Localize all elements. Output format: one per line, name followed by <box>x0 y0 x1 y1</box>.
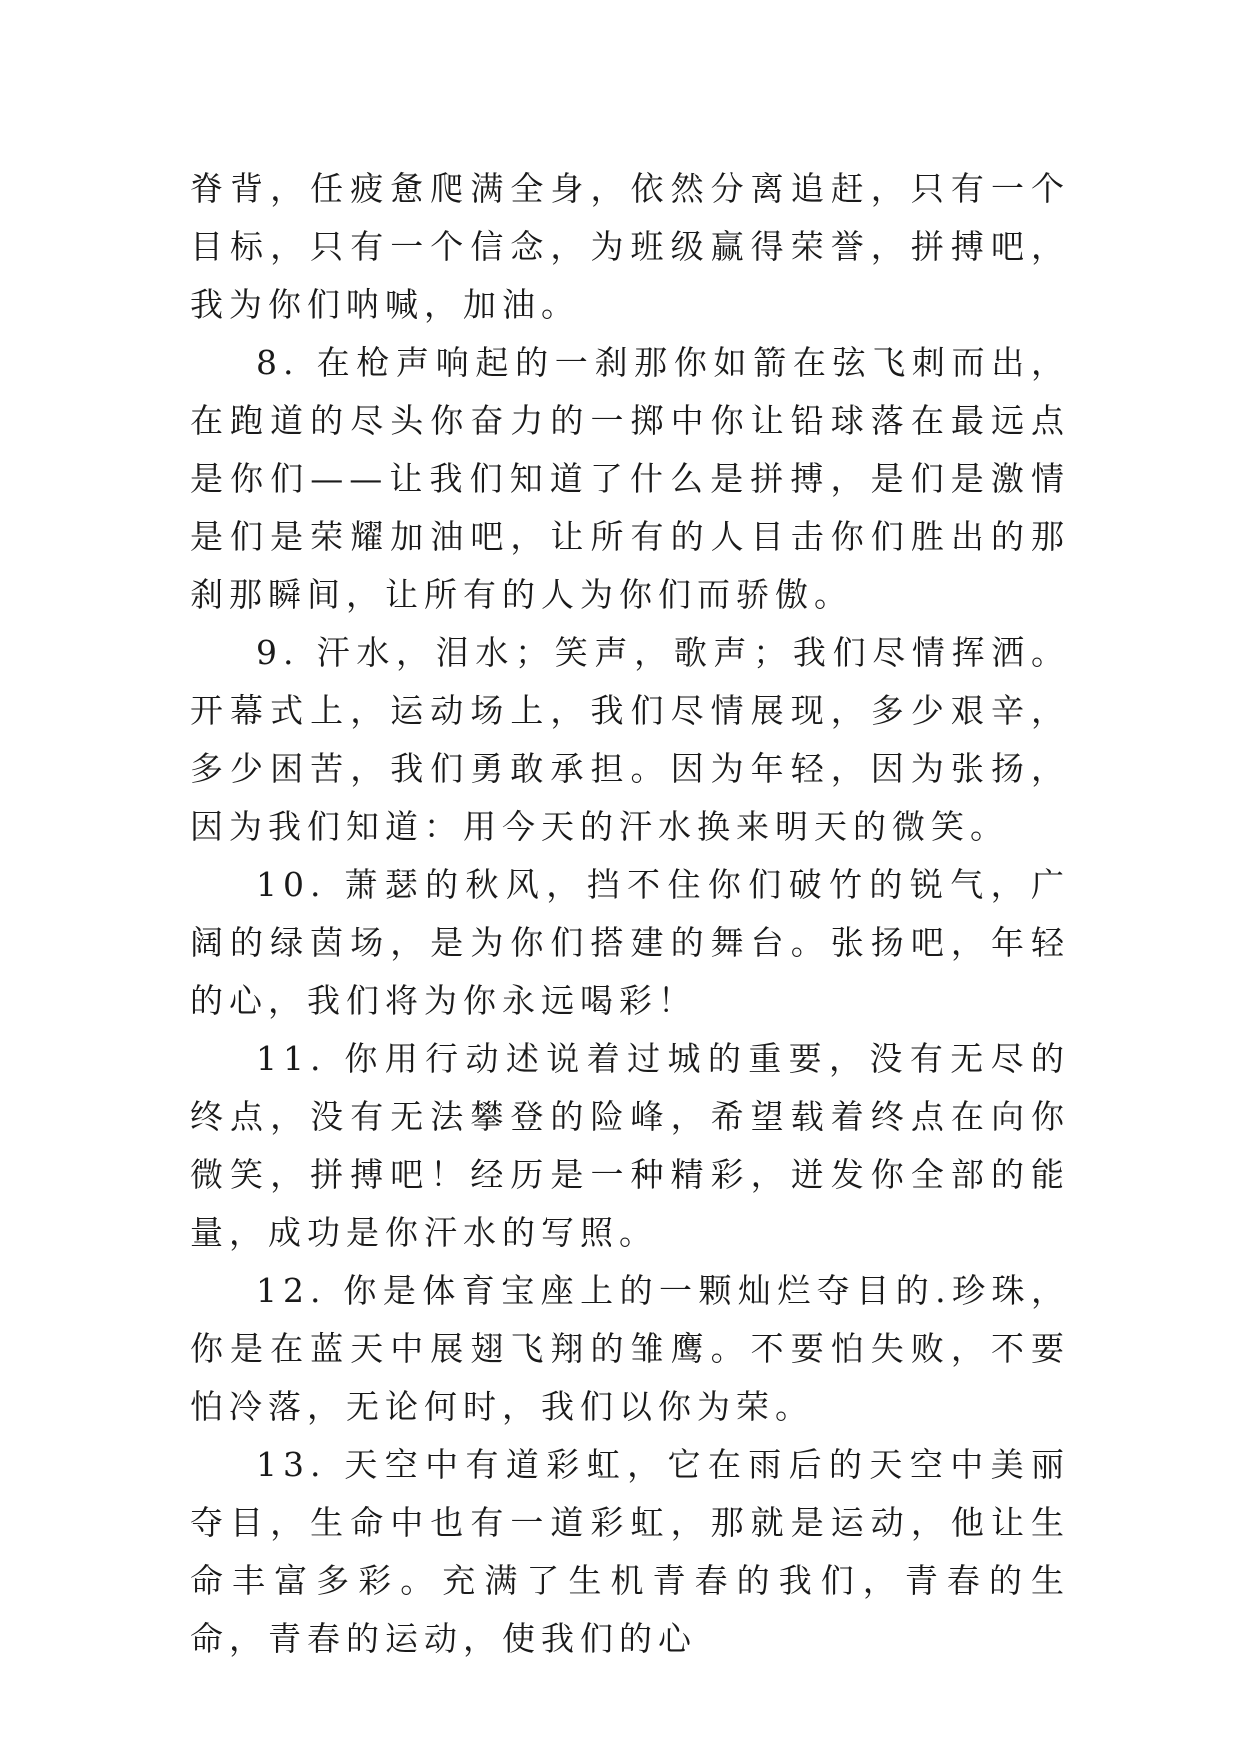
paragraph-continuation: 脊背，任疲惫爬满全身，依然分离追赶，只有一个目标，只有一个信念，为班级赢得荣誉，拼搏吧，我为你们呐喊，加油。 <box>190 169 1070 324</box>
paragraph-item-11: 11. 你用行动述说着过城的重要，没有无尽的终点，没有无法攀登的险峰，希望载着终点在向你微笑，拼搏吧！经历是一种精彩，迸发你全部的能量，成功是你汗水的写照。 <box>190 1039 1070 1252</box>
paragraph-item-8: 8. 在枪声响起的一刹那你如箭在弦飞刺而出，在跑道的尽头你奋力的一掷中你让铅球落在最远点是你们——让我们知道了什么是拼搏，是们是激情是们是荣耀加油吧，让所有的人目击你们胜出的那刹那瞬间，让所有的人为你们而骄傲。 <box>190 343 1070 614</box>
paragraph-item-10: 10. 萧瑟的秋风，挡不住你们破竹的锐气，广阔的绿茵场，是为你们搭建的舞台。张扬吧，年轻的心，我们将为你永远喝彩！ <box>190 865 1070 1020</box>
document-body <box>190 160 1070 1668</box>
paragraph-item-9: 9. 汗水，泪水；笑声，歌声；我们尽情挥洒。开幕式上，运动场上，我们尽情展现，多少艰辛，多少困苦，我们勇敢承担。因为年轻，因为张扬，因为我们知道：用今天的汗水换来明天的微笑。 <box>190 633 1070 846</box>
paragraph-item-12: 12. 你是体育宝座上的一颗灿烂夺目的.珍珠，你是在蓝天中展翅飞翔的雏鹰。不要怕失败，不要怕冷落，无论何时，我们以你为荣。 <box>190 1271 1070 1426</box>
paragraph-item-13: 13. 天空中有道彩虹，它在雨后的天空中美丽夺目，生命中也有一道彩虹，那就是运动，他让生命丰富多彩。充满了生机青春的我们，青春的生命，青春的运动，使我们的心 <box>190 1445 1070 1658</box>
